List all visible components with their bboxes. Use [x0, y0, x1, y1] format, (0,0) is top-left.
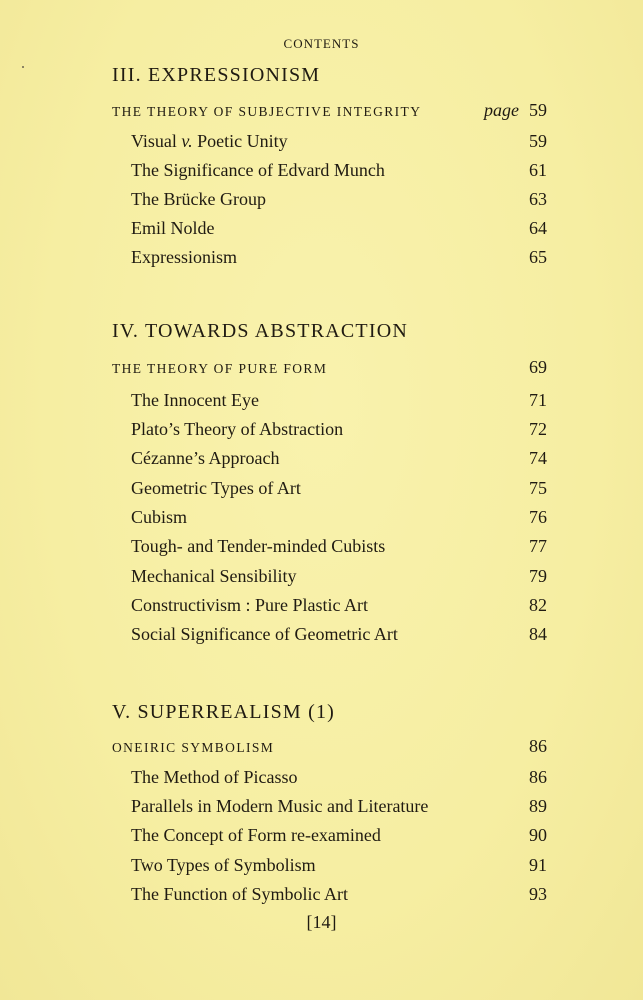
running-head: CONTENTS [283, 36, 360, 51]
section-title: ONEIRIC SYMBOLISM [112, 740, 275, 755]
section-heading [112, 357, 547, 377]
entry-title: Geometric Types of Art [131, 478, 301, 498]
entry-title: Cubism [131, 507, 188, 527]
entry-page-number: 82 [529, 595, 547, 615]
entry-page-number: 79 [529, 566, 547, 586]
toc-entry [131, 855, 547, 876]
toc-entry [131, 218, 547, 239]
entry-title: The Significance of Edvard Munch [131, 160, 385, 180]
section-heading [112, 100, 547, 120]
entry-page-number: 86 [529, 767, 547, 787]
entry-title: Two Types of Symbolism [131, 855, 316, 875]
paper-speck [22, 66, 24, 68]
entry-page-number: 84 [529, 624, 547, 644]
toc-entry [131, 478, 547, 499]
part-title: III. EXPRESSIONISM [112, 64, 321, 86]
section-title: THE THEORY OF SUBJECTIVE INTEGRITY [112, 104, 422, 119]
entry-title: Cézanne’s Approach [131, 448, 280, 468]
entry-page-number: 76 [529, 507, 547, 527]
section-heading [112, 736, 547, 756]
page-folio: [14] [306, 912, 337, 932]
section-page-number: 86 [529, 736, 547, 756]
entry-title: Plato’s Theory of Abstraction [131, 419, 344, 439]
toc-entry [131, 536, 547, 557]
entry-title: Constructivism : Pure Plastic Art [131, 595, 368, 615]
entry-page-number: 59 [529, 131, 547, 151]
part-title: IV. TOWARDS ABSTRACTION [112, 320, 408, 342]
toc-entry [131, 419, 547, 440]
entry-title: The Method of Picasso [131, 767, 298, 787]
section-title: THE THEORY OF PURE FORM [112, 361, 328, 376]
entry-title: Emil Nolde [131, 218, 215, 238]
entry-page-number: 64 [529, 218, 547, 238]
entry-title: Social Significance of Geometric Art [131, 624, 398, 644]
toc-entry [131, 131, 547, 152]
entry-page-number: 89 [529, 796, 547, 816]
toc-entry [131, 566, 547, 587]
toc-entry [131, 825, 547, 846]
entry-page-number: 91 [529, 855, 547, 875]
entry-title: The Function of Symbolic Art [131, 884, 348, 904]
section-page-number: 59 [529, 100, 547, 120]
toc-entry [131, 767, 547, 788]
entry-title: Parallels in Modern Music and Literature [131, 796, 429, 816]
entry-page-number: 74 [529, 448, 547, 468]
entry-page-number: 93 [529, 884, 547, 904]
toc-entry [131, 796, 547, 817]
toc-entry [131, 189, 547, 210]
section-page-number: 69 [529, 357, 547, 377]
entry-page-number: 63 [529, 189, 547, 209]
toc-entry [131, 884, 547, 905]
entry-title: Expressionism [131, 247, 237, 267]
entry-title: The Concept of Form re-examined [131, 825, 381, 845]
toc-entry [131, 595, 547, 616]
toc-entry [131, 507, 547, 528]
toc-entry [131, 247, 547, 268]
entry-page-number: 61 [529, 160, 547, 180]
entry-title: Visual v. Poetic Unity [131, 131, 288, 151]
part-title: V. SUPERREALISM (1) [112, 701, 336, 723]
entry-page-number: 77 [529, 536, 547, 556]
page-label: page [484, 100, 519, 120]
entry-title: Tough- and Tender-minded Cubists [131, 536, 386, 556]
toc-entry [131, 448, 547, 469]
entry-title: Mechanical Sensibility [131, 566, 297, 586]
entry-title: The Innocent Eye [131, 390, 259, 410]
entry-title: The Brücke Group [131, 189, 266, 209]
entry-page-number: 65 [529, 247, 547, 267]
toc-entry [131, 624, 547, 645]
entry-page-number: 72 [529, 419, 547, 439]
entry-page-number: 90 [529, 825, 547, 845]
entry-page-number: 75 [529, 478, 547, 498]
toc-entry [131, 160, 547, 181]
toc-entry [131, 390, 547, 411]
entry-page-number: 71 [529, 390, 547, 410]
